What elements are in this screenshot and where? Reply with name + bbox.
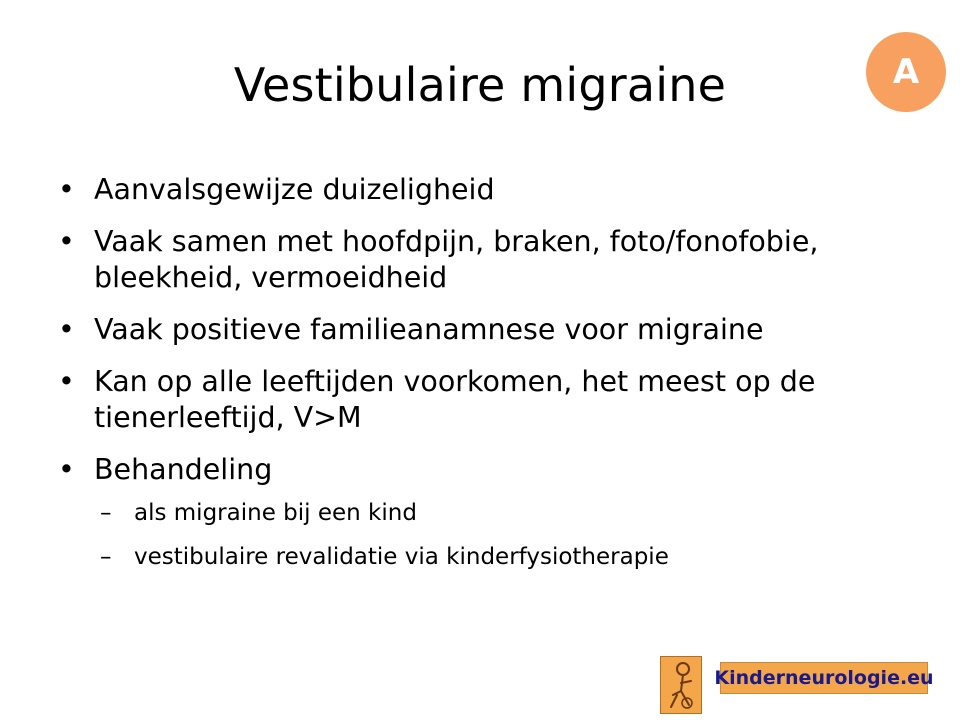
- level-badge: A: [866, 32, 946, 112]
- sub-bullet-item: [94, 498, 936, 528]
- bullet-item: [56, 452, 936, 572]
- bullet-item: [56, 364, 936, 436]
- bullet-text: Aanvalsgewijze duizeligheid: [94, 173, 495, 206]
- dash-icon: –: [100, 544, 112, 570]
- bullet-text: Behandeling: [94, 453, 273, 486]
- bullet-icon: •: [58, 225, 75, 258]
- dash-icon: –: [100, 500, 112, 526]
- sub-bullet-item: [94, 542, 936, 572]
- bullet-item: [56, 312, 936, 348]
- sub-bullet-list: [94, 498, 936, 572]
- logo-text: Kinderneurologie.eu: [720, 662, 928, 694]
- logo: [660, 656, 934, 716]
- bullet-text: Kan op alle leeftijden voorkomen, het meest op de tienerleeftijd, V>M: [94, 365, 816, 434]
- bullet-list: [56, 172, 936, 588]
- bullet-text: Vaak samen met hoofdpijn, braken, foto/fonofobie, bleekheid, vermoeidheid: [94, 225, 819, 294]
- bullet-text: Vaak positieve familieanamnese voor migraine: [94, 313, 764, 346]
- bullet-item: [56, 172, 936, 208]
- sub-bullet-text: als migraine bij een kind: [134, 500, 417, 526]
- slide-title: Vestibulaire migraine: [233, 58, 727, 112]
- child-figure-icon: [660, 656, 702, 714]
- bullet-icon: •: [58, 365, 75, 398]
- bullet-icon: •: [58, 173, 75, 206]
- child-figure-svg: [661, 657, 701, 713]
- bullet-item: [56, 224, 936, 296]
- bullet-icon: •: [58, 453, 75, 486]
- sub-bullet-text: vestibulaire revalidatie via kinderfysiotherapie: [134, 544, 669, 570]
- bullet-icon: •: [58, 313, 75, 346]
